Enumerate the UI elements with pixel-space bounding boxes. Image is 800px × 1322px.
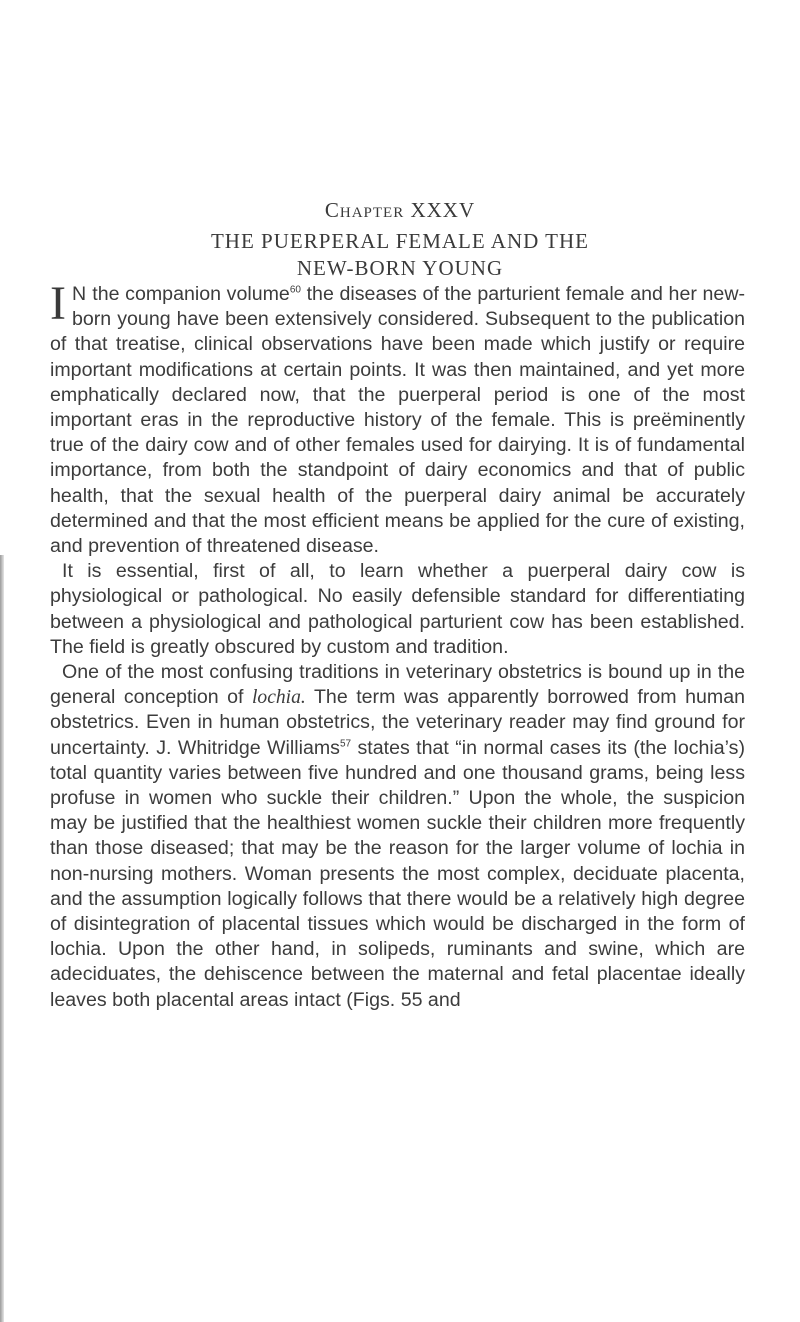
paragraph-1 (50, 277, 745, 559)
chapter-heading: Chapter XXXV (324, 198, 476, 222)
reference-57: 57 (339, 738, 352, 750)
paragraph-1-text-a: the companion volume (86, 283, 290, 305)
paragraph-2: It is essential, first of all, to learn whether a puerperal dairy cow is physiological or pathological. No easily defensible standard for differentiating between a physiological and pathological parturient cow has been established. The field is greatly obscured by custom and tradition. (50, 560, 745, 658)
paragraph-3-text-a: One of the most confusing traditions in veterinary obstetrics is bound up in the general conception of (50, 661, 745, 709)
chapter-title (0, 228, 800, 282)
paragraph-1-text-b: the diseases of the parturient female and her new-born young have been extensively considered. Subsequent to the publication of that treatise, clinical observations have been made which justify or require important modifications at certain points. It was then maintained, and yet more emphatically declared now, that the puerperal period is one of the most important eras in the reproductive history of the female. This is preëminently true of the dairy cow and of other females used for dairying. It is of fundamental importance, from both the standpoint of dairy economics and that of public health, that the sexual health of the puerperal dairy animal be accurately determined and that the most efficient means be applied for the cure of existing, and prevention of threatened disease. (50, 283, 745, 558)
paragraph-3 (50, 660, 745, 1013)
chapter-title-line-2: NEW-BORN YOUNG (296, 256, 504, 280)
lochia-term: lochia. (251, 687, 306, 709)
reference-60: 60 (289, 284, 301, 296)
chapter-title-line-1: THE PUERPERAL FEMALE AND THE (210, 229, 589, 253)
first-word-rest: N (71, 283, 87, 305)
drop-cap: I (50, 277, 66, 330)
paragraph-3-text-c: states that “in normal cases its (the lochia’s) total quantity varies between five hundred and one thousand grams, being less profuse in women who suckle their children.” Upon the whole, the suspicion may be justified that the healthiest women suckle their children more frequently than those diseased; that may be the reason for the larger volume of lochia in non-nursing mothers. Woman presents the most complex, deciduate placenta, and the assumption logically follows that there would be a relatively high degree of disintegration of placental tissues which would be discharged in the form of lochia. Upon the other hand, in solipeds, ruminants and swine, which are adeciduates, the dehiscence between the maternal and fetal placentae ideally leaves both placental areas intact (Figs. 55 and (50, 736, 745, 1011)
page-edge-shadow (0, 555, 4, 1322)
paragraph-3-text-b: The term was apparently borrowed from human obstetrics. Even in human obstetrics, the veterinary reader may find ground for uncertainty. J. Whitridge Williams (50, 686, 745, 759)
body-text (50, 277, 745, 1013)
